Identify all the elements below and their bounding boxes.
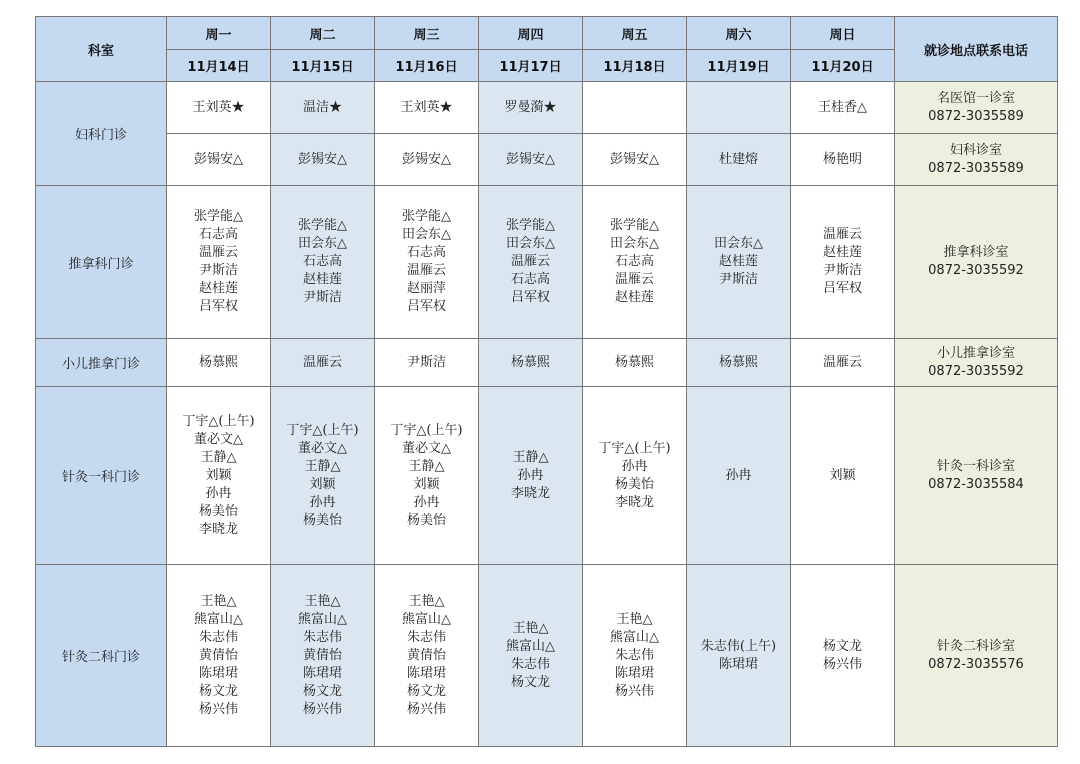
table-row — [36, 339, 1058, 387]
dept-cell: 妇科门诊 — [36, 82, 167, 186]
contact-phone: 0872-3035592 — [928, 263, 1024, 278]
doctor-cell — [583, 82, 687, 134]
header-day-tue: 周二 — [271, 17, 375, 50]
doctor-cell: 丁宇△(上午) 董必文△ 王静△ 刘颖 孙冉 杨美怡 — [375, 387, 479, 565]
doctor-cell: 丁宇△(上午) 董必文△ 王静△ 刘颖 孙冉 杨美怡 李晓龙 — [167, 387, 271, 565]
header-dept: 科室 — [36, 17, 167, 82]
header-day-thu: 周四 — [479, 17, 583, 50]
header-date-wed: 11月16日 — [375, 50, 479, 82]
doctor-cell: 张学能△ 田会东△ 温雁云 石志高 吕军权 — [479, 186, 583, 339]
header-row-days — [36, 17, 1058, 50]
doctor-cell: 罗曼漪★ — [479, 82, 583, 134]
dept-cell: 小儿推拿门诊 — [36, 339, 167, 387]
header-date-thu: 11月17日 — [479, 50, 583, 82]
contact-phone: 0872-3035592 — [928, 363, 1024, 379]
dept-cell: 推拿科门诊 — [36, 186, 167, 339]
dept-cell: 针灸二科门诊 — [36, 565, 167, 747]
contact-cell — [895, 82, 1058, 134]
doctor-cell: 王艳△ 熊富山△ 朱志伟 陈珺珺 杨兴伟 — [583, 565, 687, 747]
header-day-mon: 周一 — [167, 17, 271, 50]
doctor-cell: 孙冉 — [687, 387, 791, 565]
doctor-cell: 杨慕熙 — [687, 339, 791, 387]
contact-phone: 0872-3035584 — [928, 476, 1024, 492]
header-date-sun: 11月20日 — [791, 50, 895, 82]
doctor-cell: 温洁★ — [271, 82, 375, 134]
header-contact: 就诊地点联系电话 — [895, 17, 1058, 82]
contact-room: 针灸二科诊室 — [936, 638, 1015, 654]
doctor-cell — [687, 82, 791, 134]
contact-cell — [895, 565, 1058, 747]
table-row — [36, 134, 1058, 186]
doctor-cell: 刘颖 — [791, 387, 895, 565]
doctor-cell: 王艳△ 熊富山△ 朱志伟 黄倩怡 陈珺珺 杨文龙 杨兴伟 — [271, 565, 375, 747]
doctor-cell: 彭锡安△ — [375, 134, 479, 186]
doctor-cell: 王刘英★ — [167, 82, 271, 134]
doctor-cell: 张学能△ 田会东△ 石志高 温雁云 赵丽萍 吕军权 — [375, 186, 479, 339]
contact-phone: 0872-3035576 — [928, 656, 1024, 672]
contact-cell — [895, 134, 1058, 186]
doctor-cell: 尹斯洁 — [375, 339, 479, 387]
doctor-cell: 杨艳明 — [791, 134, 895, 186]
contact-cell — [895, 387, 1058, 565]
doctor-cell: 朱志伟(上午) 陈珺珺 — [687, 565, 791, 747]
doctor-cell: 张学能△ 田会东△ 石志高 赵桂莲 尹斯洁 — [271, 186, 375, 339]
doctor-cell: 王刘英★ — [375, 82, 479, 134]
contact-phone: 0872-3035589 — [928, 108, 1024, 124]
doctor-cell: 王艳△ 熊富山△ 朱志伟 黄倩怡 陈珺珺 杨文龙 杨兴伟 — [167, 565, 271, 747]
table-row — [36, 387, 1058, 565]
doctor-cell: 王艳△ 熊富山△ 朱志伟 黄倩怡 陈珺珺 杨文龙 杨兴伟 — [375, 565, 479, 747]
header-date-fri: 11月18日 — [583, 50, 687, 82]
doctor-cell: 杨文龙 杨兴伟 — [791, 565, 895, 747]
doctor-cell: 王静△ 孙冉 李晓龙 — [479, 387, 583, 565]
contact-room: 针灸一科诊室 — [936, 458, 1015, 474]
doctor-cell: 田会东△ 赵桂莲 尹斯洁 — [687, 186, 791, 339]
doctor-cell: 杨慕熙 — [583, 339, 687, 387]
contact-cell — [895, 186, 1058, 339]
header-date-tue: 11月15日 — [271, 50, 375, 82]
doctor-cell: 温雁云 赵桂莲 尹斯洁 吕军权 — [791, 186, 895, 339]
table-row — [36, 186, 1058, 339]
table-row — [36, 565, 1058, 747]
doctor-cell: 杨慕熙 — [167, 339, 271, 387]
header-date-mon: 11月14日 — [167, 50, 271, 82]
doctor-cell: 丁宇△(上午) 孙冉 杨美怡 李晓龙 — [583, 387, 687, 565]
header-day-sun: 周日 — [791, 17, 895, 50]
doctor-cell: 温雁云 — [271, 339, 375, 387]
outpatient-schedule-table — [35, 16, 1058, 747]
doctor-cell: 温雁云 — [791, 339, 895, 387]
table-row — [36, 82, 1058, 134]
doctor-cell: 张学能△ 石志高 温雁云 尹斯洁 赵桂莲 吕军权 — [167, 186, 271, 339]
doctor-cell: 杨慕熙 — [479, 339, 583, 387]
header-date-sat: 11月19日 — [687, 50, 791, 82]
dept-cell: 针灸一科门诊 — [36, 387, 167, 565]
doctor-cell: 王艳△ 熊富山△ 朱志伟 杨文龙 — [479, 565, 583, 747]
doctor-cell: 彭锡安△ — [271, 134, 375, 186]
contact-room: 名医馆一诊室 — [936, 90, 1015, 106]
header-day-sat: 周六 — [687, 17, 791, 50]
contact-cell — [895, 339, 1058, 387]
header-day-fri: 周五 — [583, 17, 687, 50]
doctor-cell: 张学能△ 田会东△ 石志高 温雁云 赵桂莲 — [583, 186, 687, 339]
doctor-cell: 杜建熔 — [687, 134, 791, 186]
doctor-cell: 王桂香△ — [791, 82, 895, 134]
doctor-cell: 丁宇△(上午) 董必文△ 王静△ 刘颖 孙冉 杨美怡 — [271, 387, 375, 565]
header-day-wed: 周三 — [375, 17, 479, 50]
doctor-cell: 彭锡安△ — [167, 134, 271, 186]
contact-room: 妇科诊室 — [949, 142, 1002, 158]
doctor-cell: 彭锡安△ — [479, 134, 583, 186]
contact-room: 推拿科诊室 — [943, 245, 1009, 260]
doctor-cell: 彭锡安△ — [583, 134, 687, 186]
contact-phone: 0872-3035589 — [928, 160, 1024, 176]
contact-room: 小儿推拿诊室 — [936, 345, 1015, 361]
